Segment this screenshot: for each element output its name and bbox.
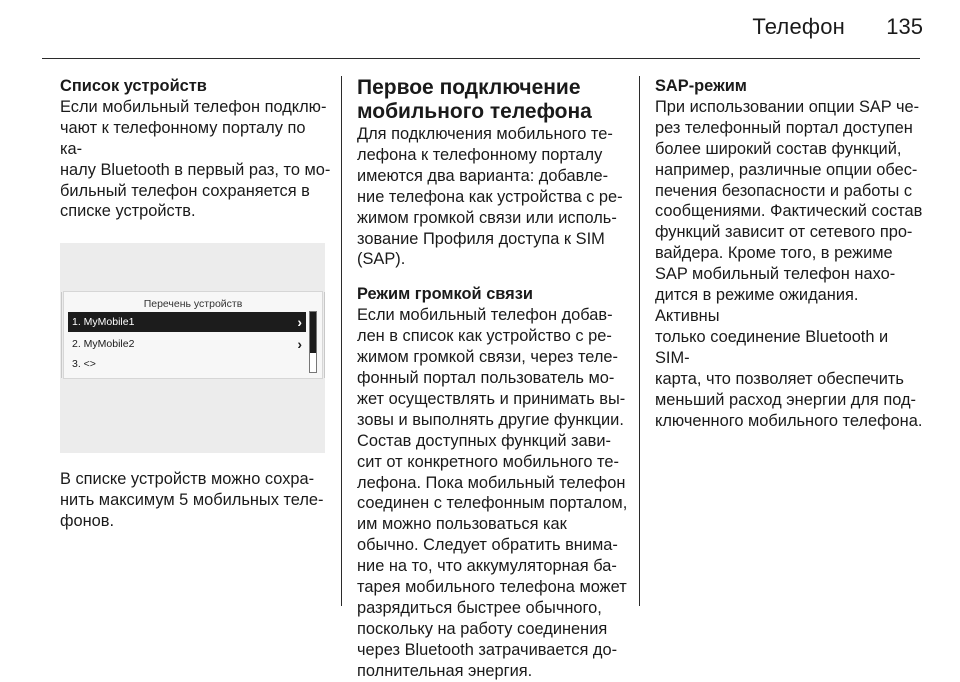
- left-column: [60, 76, 332, 532]
- screen-title: Перечень устройств: [143, 298, 243, 311]
- text-line: лефона к телефонному порталу: [357, 145, 603, 164]
- chevron-right-icon: ›: [297, 336, 302, 353]
- text-line: соединен с телефонным порталом,: [357, 494, 628, 513]
- chevron-right-icon: ›: [297, 314, 302, 331]
- section-heading-sap: SAP-режим: [655, 77, 747, 95]
- section-heading-first-connection: мобильного телефона: [357, 100, 592, 123]
- text-line: печения безопасности и работы с: [655, 181, 913, 200]
- text-line: ние на то, что аккумуляторная ба-: [357, 557, 617, 576]
- text-line: разрядиться быстрее обычного,: [357, 598, 602, 617]
- section-heading-handsfree: Режим громкой связи: [357, 285, 533, 304]
- text-line: чают к телефонному порталу по ка-: [60, 118, 306, 158]
- scrollbar: [309, 311, 317, 373]
- text-line: В списке устройств можно сохра-: [60, 470, 315, 489]
- text-line: функций зависит от сетевого про-: [655, 223, 913, 242]
- text-line: жимом громкой связи, через теле-: [357, 348, 618, 367]
- text-line: фонный портал пользователь мо-: [357, 368, 615, 387]
- text-line: меньший расход энергии для под-: [655, 390, 917, 409]
- text-line: (SAP).: [357, 250, 406, 269]
- scrollbar-thumb: [310, 312, 316, 353]
- text-line: SAP мобильный телефон нахо-: [655, 265, 896, 284]
- screen-bracket-left: [61, 292, 62, 378]
- device-list-item: [68, 334, 306, 354]
- text-line: ние телефона как устройства с ре-: [357, 187, 623, 206]
- device-label: 1. MyMobile1: [72, 316, 135, 329]
- text-line: полнительная энергия.: [357, 661, 533, 680]
- paragraph-device-list-intro: [60, 97, 332, 222]
- paragraph-handsfree: [357, 305, 635, 681]
- device-list-item: [68, 354, 306, 374]
- text-line: только соединение Bluetooth и SIM-: [655, 327, 889, 367]
- text-line: бильный телефон сохраняется в: [60, 181, 310, 200]
- paragraph-sap: [655, 97, 927, 432]
- text-line: жет осуществлять и принимать вы-: [357, 389, 626, 408]
- text-line: поскольку на работу соединения: [357, 619, 608, 638]
- text-line: фонов.: [60, 512, 115, 531]
- text-line: им можно пользоваться как: [357, 515, 567, 534]
- text-line: сообщениями. Фактический состав: [655, 202, 923, 221]
- column-divider-2: [639, 76, 640, 606]
- text-line: Для подключения мобильного те-: [357, 125, 613, 143]
- text-line: например, различные опции обес-: [655, 160, 918, 179]
- paragraph-device-list-max: [60, 469, 332, 532]
- text-line: зовы и выполнять другие функции.: [357, 410, 624, 429]
- text-line: Состав доступных функций зави-: [357, 431, 611, 450]
- text-line: списке устройств.: [60, 202, 196, 221]
- text-line: налу Bluetooth в первый раз, то мо-: [60, 160, 331, 179]
- text-line: тарея мобильного телефона может: [357, 578, 627, 597]
- text-line: имеются два варианта: добавле-: [357, 166, 609, 185]
- screen-bracket-right: [324, 292, 325, 378]
- text-line: через Bluetooth затрачивается до-: [357, 640, 618, 659]
- page-title: Телефон: [752, 14, 845, 39]
- text-line: карта, что позволяет обеспечить: [655, 369, 904, 388]
- header-divider: [42, 58, 920, 59]
- text-line: нить максимум 5 мобильных теле-: [60, 491, 324, 510]
- text-line: лефона. Пока мобильный телефон: [357, 473, 626, 492]
- text-line: рез телефонный портал доступен: [655, 118, 913, 137]
- right-column: [655, 76, 927, 431]
- page-number: 135: [886, 14, 923, 39]
- column-divider-1: [341, 76, 342, 606]
- text-line: При использовании опции SAP че-: [655, 97, 920, 116]
- text-line: Если мобильный телефон подклю-: [60, 97, 327, 116]
- text-line: ключенного мобильного телефона.: [655, 411, 923, 430]
- text-line: обычно. Следует обратить внима-: [357, 536, 618, 555]
- text-line: жимом громкой связи или исполь-: [357, 208, 617, 227]
- paragraph-first-connection: [357, 124, 635, 270]
- text-line: зование Профиля доступа к SIM: [357, 229, 605, 248]
- text-line: сит от конкретного мобильного те-: [357, 452, 619, 471]
- text-line: лен в список как устройство с ре-: [357, 327, 612, 346]
- device-list-screen: [63, 291, 323, 379]
- text-line: более широкий состав функций,: [655, 139, 902, 158]
- device-list-screenshot: [60, 243, 325, 453]
- device-list-item: [68, 312, 306, 332]
- section-heading-first-connection: Первое подключение: [357, 76, 581, 99]
- device-label: 3. <>: [72, 358, 96, 371]
- text-line: вайдера. Кроме того, в режиме: [655, 244, 893, 263]
- section-heading-device-list: Список устройств: [60, 77, 207, 95]
- text-line: Если мобильный телефон добав-: [357, 306, 613, 325]
- middle-column: [357, 76, 635, 682]
- device-label: 2. MyMobile2: [72, 338, 135, 351]
- text-line: дится в режиме ожидания. Активны: [655, 286, 859, 325]
